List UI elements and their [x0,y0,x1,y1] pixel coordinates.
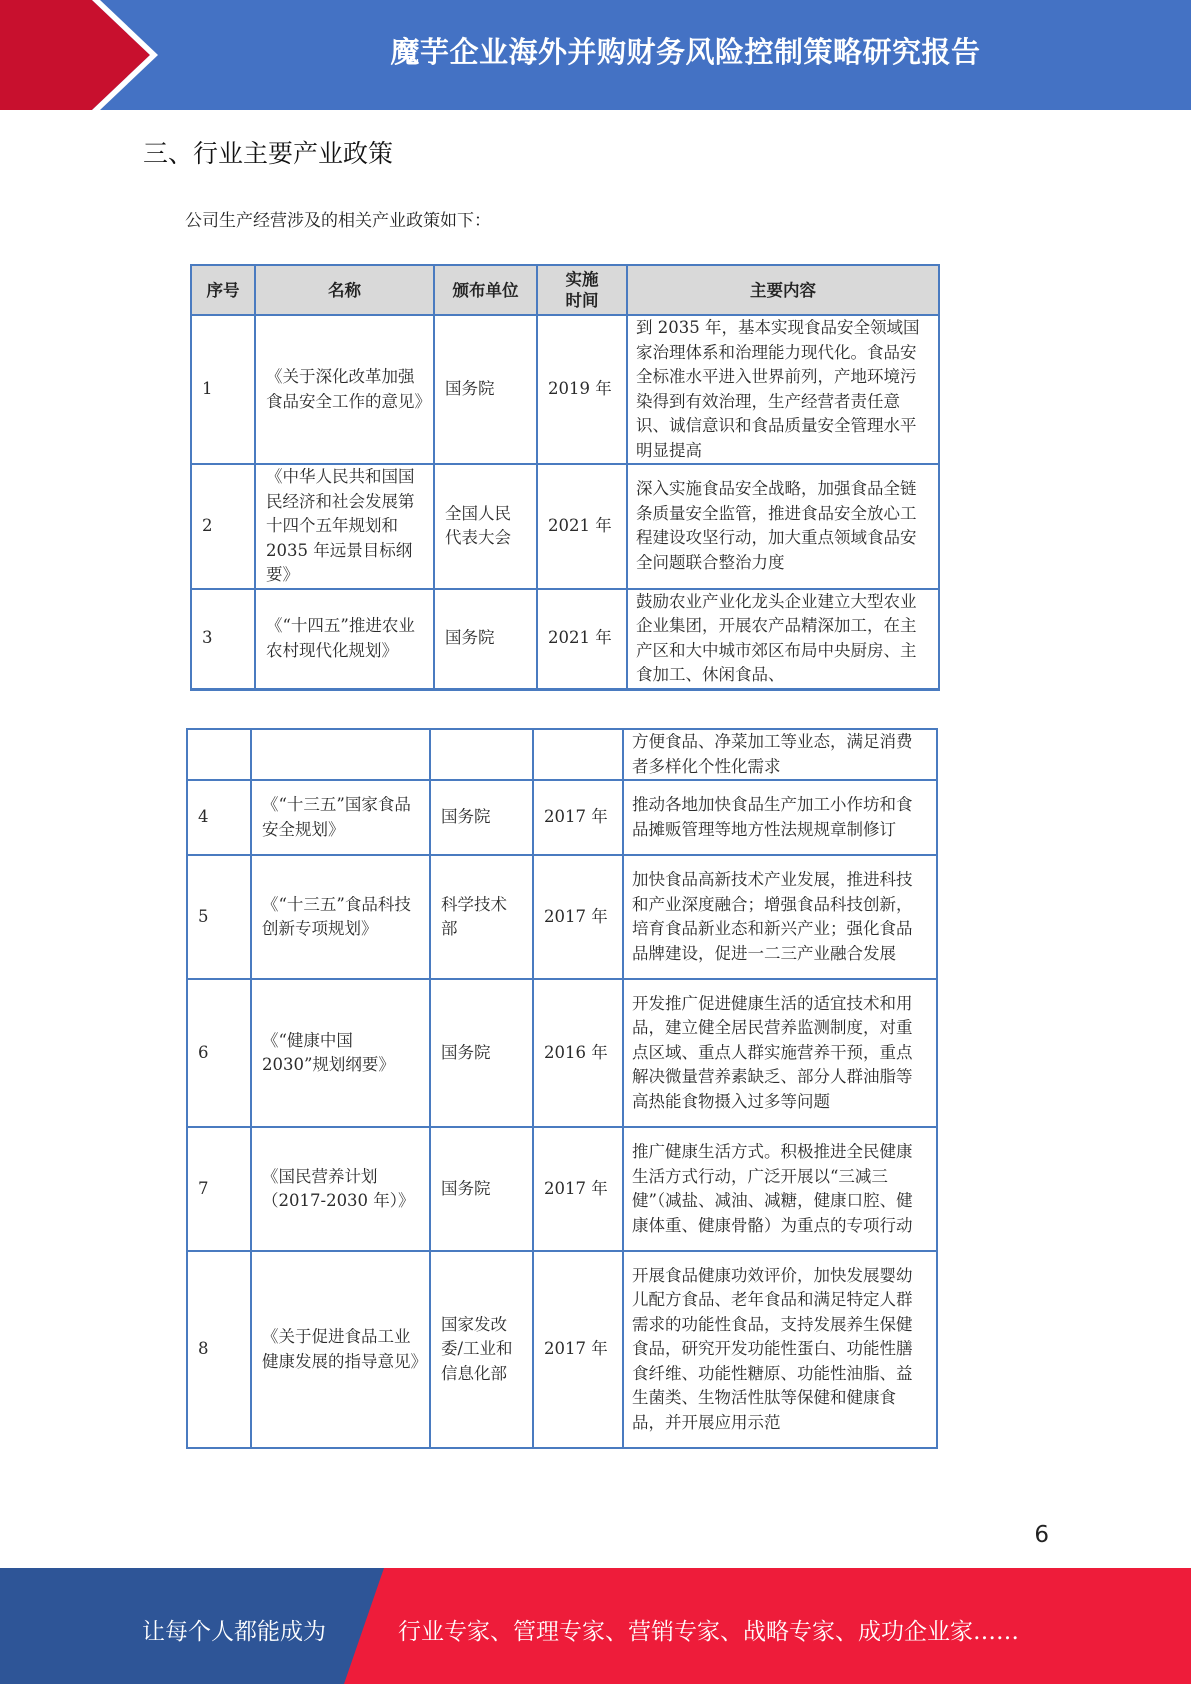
row-name: 《国民营养计划（2017-2030 年）》 [251,1127,430,1251]
row-name: 《关于深化改革加强食品安全工作的意见》 [255,315,434,464]
row-no: 5 [187,855,251,979]
table-row [187,1251,937,1448]
row-year: 2019 年 [537,315,627,464]
row-year [533,729,623,780]
table-row [187,780,937,855]
row-year: 2017 年 [533,855,623,979]
row-no: 3 [191,589,255,690]
page-number: 6 [1034,1522,1049,1548]
row-issuer: 国务院 [430,979,533,1127]
row-name: 《“十四五”推进农业农村现代化规划》 [255,589,434,690]
row-issuer: 国务院 [434,589,537,690]
row-content: 加快食品高新技术产业发展，推进科技和产业深度融合；增强食品科技创新，培育食品新业态和新兴产业；强化食品品牌建设，促进一二三产业融合发展 [623,855,937,979]
row-issuer: 国务院 [430,1127,533,1251]
row-content: 深入实施食品安全战略，加强食品全链条质量安全监管，推进食品安全放心工程建设攻坚行动，加大重点领域食品安全问题联合整治力度 [627,464,939,589]
row-issuer: 国务院 [430,780,533,855]
row-no: 6 [187,979,251,1127]
row-no: 2 [191,464,255,589]
header-content: 主要内容 [627,265,939,315]
footer-slogan-left: 让每个人都能成为 [142,1619,326,1645]
row-year: 2017 年 [533,1251,623,1448]
table-row [191,464,939,589]
row-issuer: 全国人民代表大会 [434,464,537,589]
row-name: 《“十三五”食品科技创新专项规划》 [251,855,430,979]
page-header [0,0,1191,110]
row-issuer [430,729,533,780]
row-no: 4 [187,780,251,855]
row-content: 鼓励农业产业化龙头企业建立大型农业企业集团，开展农产品精深加工，在主产区和大中城市郊区布局中央厨房、主食加工、休闲食品、 [627,589,939,690]
row-no: 8 [187,1251,251,1448]
table-row [187,1127,937,1251]
row-content: 开发推广促进健康生活的适宜技术和用品，建立健全居民营养监测制度，对重点区域、重点人群实施营养干预，重点解决微量营养素缺乏、部分人群油脂等高热能食物摄入过多等问题 [623,979,937,1127]
row-year: 2017 年 [533,780,623,855]
row-no: 7 [187,1127,251,1251]
table-header-row [191,265,939,315]
row-name [251,729,430,780]
table-row [187,855,937,979]
row-content: 推动各地加快食品生产加工小作坊和食品摊贩管理等地方性法规规章制修订 [623,780,937,855]
table-row-continuation [187,729,937,780]
table-row [191,315,939,464]
row-no: 1 [191,315,255,464]
row-content: 开展食品健康功效评价，加快发展婴幼儿配方食品、老年食品和满足特定人群需求的功能性食品，支持发展养生保健食品，研究开发功能性蛋白、功能性膳食纤维、功能性糖原、功能性油脂、益生菌类、生物活性肽等保健和健康食品，并开展应用示范 [623,1251,937,1448]
row-name: 《中华人民共和国国民经济和社会发展第十四个五年规划和 2035 年远景目标纲要》 [255,464,434,589]
row-issuer: 国务院 [434,315,537,464]
table-row [187,979,937,1127]
row-year: 2016 年 [533,979,623,1127]
row-issuer: 国家发改委/工业和信息化部 [430,1251,533,1448]
row-content: 方便食品、净菜加工等业态，满足消费者多样化个性化需求 [623,729,937,780]
table-row [191,589,939,690]
row-name: 《关于促进食品工业健康发展的指导意见》 [251,1251,430,1448]
row-content: 到 2035 年，基本实现食品安全领域国家治理体系和治理能力现代化。食品安全标准水平进入世界前列，产地环境污染得到有效治理，生产经营者责任意识、诚信意识和食品质量安全管理水平明显提高 [627,315,939,464]
policy-table-part1 [190,264,940,691]
policy-table-part2 [186,728,938,1449]
row-year: 2017 年 [533,1127,623,1251]
row-content: 推广健康生活方式。积极推进全民健康生活方式行动，广泛开展以“三减三健”（减盐、减油、减糖，健康口腔、健康体重、健康骨骼）为重点的专项行动 [623,1127,937,1251]
row-name: 《“健康中国 2030”规划纲要》 [251,979,430,1127]
row-year: 2021 年 [537,464,627,589]
header-year: 实施 时间 [537,265,627,315]
intro-text: 公司生产经营涉及的相关产业政策如下： [185,211,491,231]
row-no [187,729,251,780]
row-year: 2021 年 [537,589,627,690]
page-footer [0,1568,1191,1684]
row-name: 《“十三五”国家食品安全规划》 [251,780,430,855]
header-name: 名称 [255,265,434,315]
header-no: 序号 [191,265,255,315]
header-issuer: 颁布单位 [434,265,537,315]
footer-slogan-right: 行业专家、管理专家、营销专家、战略专家、成功企业家…… [398,1619,1019,1645]
section-title: 三、行业主要产业政策 [143,139,394,168]
report-title: 魔芋企业海外并购财务风险控制策略研究报告 [390,35,981,69]
header-red-arrow [0,0,160,110]
row-issuer: 科学技术部 [430,855,533,979]
